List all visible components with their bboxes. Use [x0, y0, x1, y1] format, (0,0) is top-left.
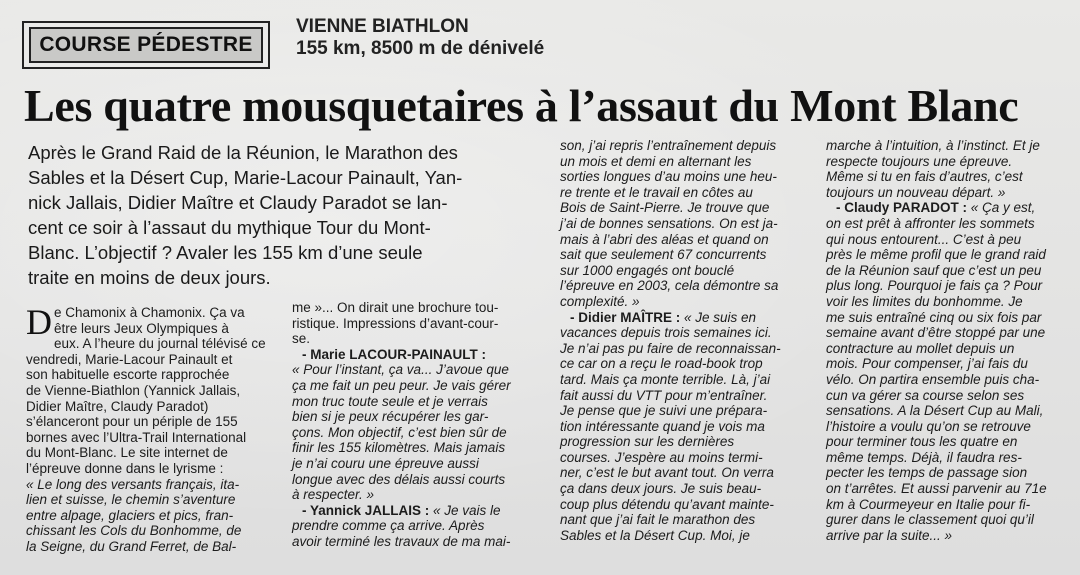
text-line: cun va gérer sa course selon ses: [826, 387, 1025, 403]
text-line: Didier Maître, Claudy Paradot): [26, 398, 209, 414]
text-line: de la Réunion sauf que c’est un peu: [826, 262, 1042, 278]
text-line: ce car on a reçu le road-book trop: [560, 356, 763, 372]
kicker-line-2: 155 km, 8500 m de dénivelé: [296, 38, 545, 59]
text-line: toujours un nouveau départ. »: [826, 184, 1006, 200]
text-line: pour terminer tous les quatre en: [826, 434, 1018, 450]
col1-quote: [26, 477, 272, 555]
text-line: de Vienne-Biathlon (Yannick Jallais,: [26, 382, 241, 398]
text-line: « Pour l’instant, ça va... J’avoue que: [292, 362, 509, 378]
text-line: progression sur les dernières: [560, 434, 735, 450]
text-line: bien si je peux récupérer les gar-: [292, 409, 489, 425]
text-line: j’ai de bonnes sensations. On est ja-: [560, 215, 778, 231]
article-column-2: [292, 300, 538, 550]
speaker-maitre-line: [560, 310, 804, 326]
lede-line: traite en moins de deux jours.: [28, 267, 271, 288]
text-line: du Mont-Blanc. Le site internet de: [26, 445, 228, 461]
text-line: contracture au mollet depuis un: [826, 340, 1015, 356]
text-line: finir les 155 kilomètres. Mais jamais: [292, 440, 506, 456]
col1-first-line-text: e Chamonix à Chamonix. Ça va: [54, 305, 245, 320]
text-line: mais à l’abri des aléas et quand on: [560, 231, 769, 247]
text-line: qui nous entourent... C’est à peu: [826, 231, 1022, 247]
text-line: me »... On dirait une brochure tou-: [292, 300, 499, 315]
speaker-maitre-rest: « Je suis en: [680, 309, 757, 325]
text-line: Même si tu en fais d’autres, c’est: [826, 169, 1023, 185]
lede-paragraph: [28, 140, 538, 290]
quote-jallais: [292, 518, 538, 549]
text-line: respecte toujours une épreuve.: [826, 153, 1013, 169]
text-line: çons. Mon objectif, c’est bien sûr de: [292, 424, 507, 440]
text-line: vendredi, Marie-Lacour Painault et: [26, 351, 233, 367]
text-line: l’épreuve donne dans le lyrisme :: [26, 460, 224, 476]
text-line: km à Courmeyeur en Italie pour fi-: [826, 496, 1031, 512]
text-line: la Seigne, du Grand Ferret, de Bal-: [26, 538, 237, 554]
text-line: mon truc toute seule et je verrais: [292, 393, 488, 409]
lede-line: nick Jallais, Didier Maître et Claudy Paradot se lan-: [28, 192, 448, 213]
text-line: être leurs Jeux Olympiques à: [54, 320, 229, 336]
text-line: fait aussi du VTT pour m’entraîner.: [560, 387, 768, 403]
quote-paradot: [826, 216, 1070, 543]
text-line: tard. Mais ça monte terrible. Là, j’ai: [560, 371, 771, 387]
quote-maitre-continued: [826, 138, 1070, 200]
text-line: l’histoire a voulu qu’on se retrouve: [826, 418, 1031, 434]
text-line: me suis entraîné cinq ou six fois par: [826, 309, 1042, 325]
text-line: tion intéressante quand je vois ma: [560, 418, 765, 434]
text-line: bornes avec l’Ultra-Trail International: [26, 429, 247, 445]
text-line: arrive par la suite... »: [826, 527, 953, 543]
text-line: s’élanceront pour un périple de 155: [26, 414, 238, 430]
article-column-1: [26, 302, 272, 555]
text-line: eux. A l’heure du journal télévisé ce: [54, 336, 266, 352]
text-line: sait que seulement 67 concurrents: [560, 247, 767, 263]
speaker-jallais: - Yannick JALLAIS :: [302, 502, 430, 518]
text-line: semaine avant d’être stoppé par une: [826, 325, 1046, 341]
text-line: sur 1000 engagés ont bouclé: [560, 262, 735, 278]
quote-maitre: [560, 325, 804, 543]
text-line: voir les limites du bonhomme. Je: [826, 293, 1023, 309]
text-line: plus long. Pourquoi je fais ça ? Pour: [826, 278, 1043, 294]
text-line: Je n’ai pas pu faire de reconnaissan-: [560, 340, 781, 356]
speaker-maitre: - Didier MAÎTRE :: [570, 309, 681, 325]
section-rubric: COURSE PÉDESTRE: [29, 27, 262, 63]
quote-lacour-painault: [292, 362, 538, 502]
text-line: je n’ai couru une épreuve aussi: [292, 455, 479, 471]
lede-line: cent ce soir à l’assaut du mythique Tour du Mont-: [28, 217, 431, 238]
text-line: complexité. »: [560, 293, 640, 309]
text-line: Bois de Saint-Pierre. Je trouve que: [560, 200, 770, 216]
text-line: on t’arrêtes. Et aussi parvenir au 71e: [826, 481, 1047, 497]
text-line: coup plus détendu qu’avant mainte-: [560, 496, 774, 512]
headline: Les quatre mousquetaires à l’assaut du Mont Blanc: [24, 80, 1019, 131]
text-line: nant que j’ai fait le marathon des: [560, 512, 756, 528]
article-column-4: [826, 138, 1070, 543]
article-column-3: [560, 138, 804, 543]
text-line: à respecter. »: [292, 487, 375, 503]
text-line: ner, c’est le but avant tout. On verra: [560, 465, 774, 481]
text-line: on est prêt à affronter les sommets: [826, 215, 1035, 231]
text-line: re trente et le travail en côtes au: [560, 184, 753, 200]
lede-line: Après le Grand Raid de la Réunion, le Marathon des: [28, 142, 458, 163]
text-line: pecter les temps de passage sion: [826, 465, 1028, 481]
text-line: Sables et la Désert Cup. Moi, je: [560, 527, 750, 543]
speaker-jallais-line: [292, 503, 538, 519]
text-line: chissant les Cols du Bonhomme, de: [26, 523, 242, 539]
text-line: lien et suisse, le chemin s’aventure: [26, 492, 236, 508]
text-line: vélo. On partira ensemble puis cha-: [826, 371, 1040, 387]
text-line: entre alpage, glaciers et pics, fran-: [26, 507, 234, 523]
text-line: marche à l’intuition, à l’instinct. Et je: [826, 138, 1040, 153]
col2-intro: [292, 300, 538, 347]
text-line: ça me fait un peu peur. Je vais gérer: [292, 377, 511, 393]
text-line: prendre comme ça arrive. Après: [292, 518, 485, 534]
text-line: se.: [292, 331, 311, 347]
text-line: sensations. A la Désert Cup au Mali,: [826, 403, 1044, 419]
kicker: [296, 16, 544, 60]
quote-jallais-continued: [560, 138, 804, 310]
text-line: ça dans deux jours. Je suis beau-: [560, 481, 762, 497]
text-line: vacances depuis trois semaines ici.: [560, 325, 772, 341]
col1-body: [26, 321, 272, 477]
text-line: un mois et demi en alternant les: [560, 153, 752, 169]
lede-line: Sables et la Désert Cup, Marie-Lacour Painault, Yan-: [28, 167, 463, 188]
text-line: longue avec des délais aussi courts: [292, 471, 506, 487]
text-line: mois. Pour compenser, j’ai fais du: [826, 356, 1028, 372]
text-line: courses. J’espère au moins termi-: [560, 449, 763, 465]
text-line: même temps. Déjà, il faudra res-: [826, 449, 1022, 465]
speaker-paradot-line: [826, 200, 1070, 216]
section-rubric-box: [22, 21, 270, 69]
speaker-lacour-painault: - Marie LACOUR-PAINAULT :: [302, 346, 486, 362]
kicker-line-1: VIENNE BIATHLON: [296, 16, 469, 37]
speaker-paradot-rest: « Ça y est,: [967, 200, 1036, 216]
text-line: ristique. Impressions d’avant-cour-: [292, 315, 499, 331]
lede-line: Blanc. L’objectif ? Avaler les 155 km d’une seule: [28, 242, 423, 263]
text-line: avoir terminé les travaux de ma mai-: [292, 533, 511, 549]
text-line: « Le long des versants français, ita-: [26, 476, 240, 492]
text-line: gurer dans le classement quoi qu’il: [826, 512, 1034, 528]
text-line: l’épreuve en 2003, cela démontre sa: [560, 278, 779, 294]
text-line: son, j’ai repris l’entraînement depuis: [560, 138, 777, 153]
drop-cap: D: [26, 302, 52, 342]
text-line: près le même profil que le grand raid: [826, 247, 1046, 263]
text-line: Je pense que je suivi une prépara-: [560, 403, 768, 419]
text-line: sorties longues d’au moins une heu-: [560, 169, 777, 185]
speaker-paradot: - Claudy PARADOT :: [836, 200, 967, 216]
text-line: son habituelle escorte rapprochée: [26, 367, 230, 383]
speaker-jallais-rest: « Je vais le: [429, 502, 501, 518]
